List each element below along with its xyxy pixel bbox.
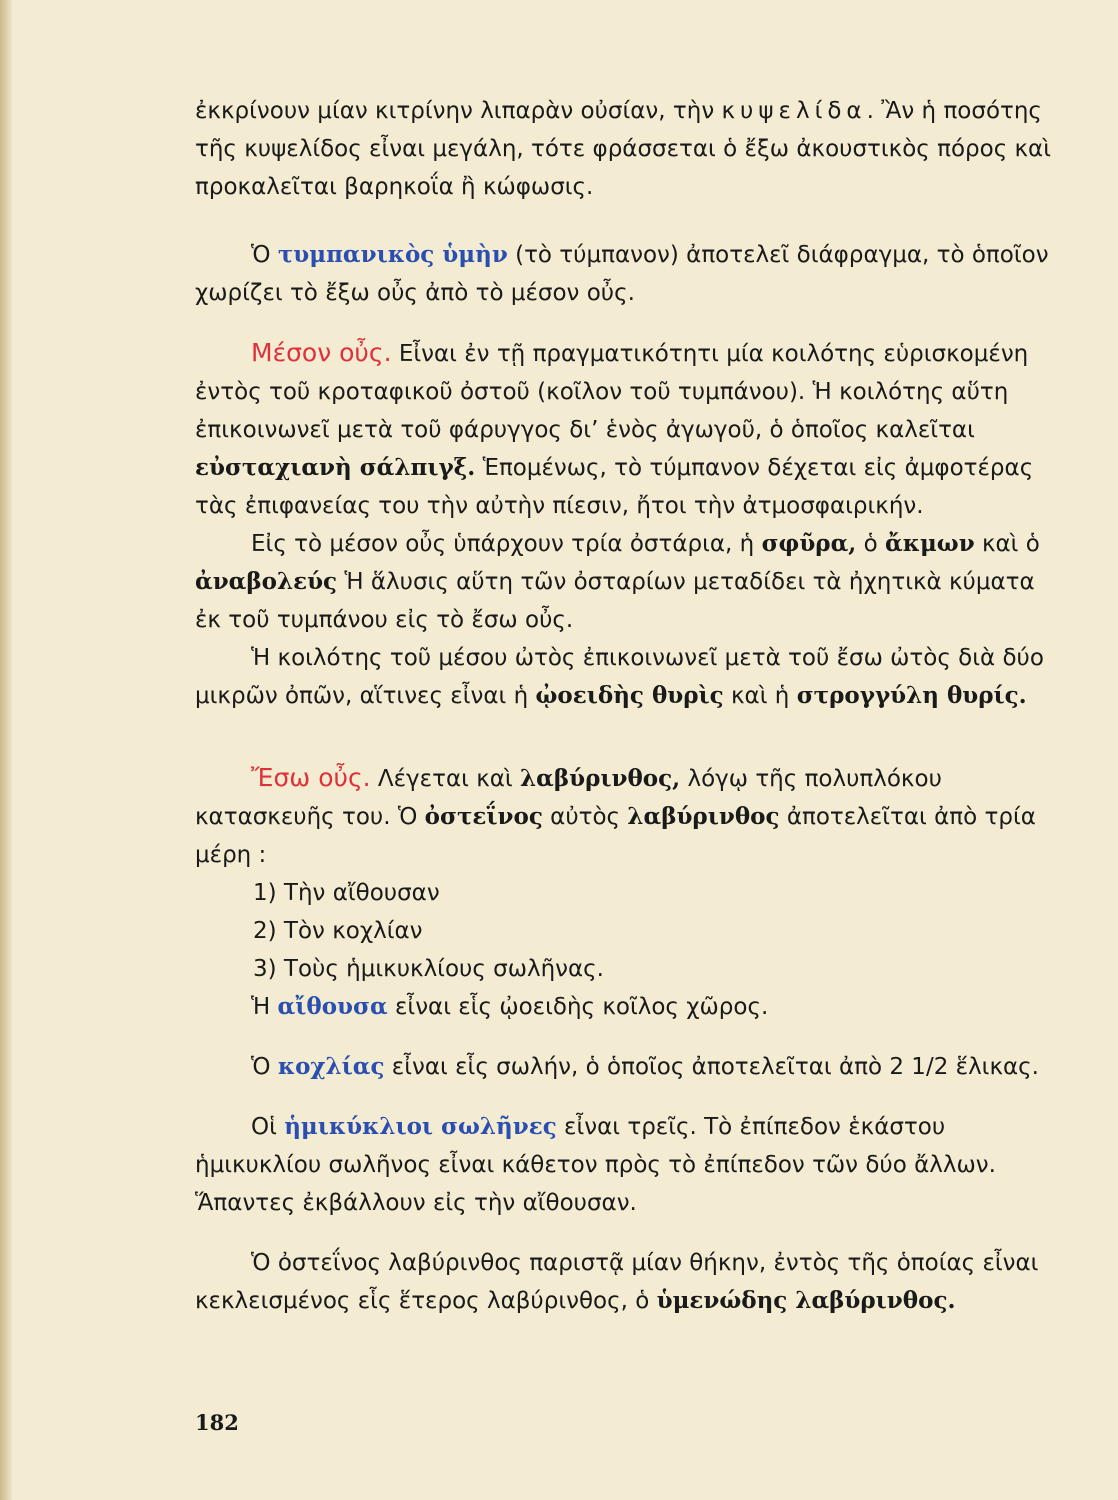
list-item: 2) Τὸν κοχλίαν [253,918,423,944]
text: Ὁ [251,242,278,268]
text: Ἡ [251,994,278,1020]
text: Ἡ ἅλυσις αὕτη τῶν ὀσταρίων μεταδίδει τὰ ἠχητικὰ κύματα ἐκ τοῦ τυμπάνου εἰς τὸ ἔσω οὖς. [195,569,1035,633]
heading-middle-ear: Μέσον οὖς. [251,338,392,367]
text: . Ἂν ἡ ποσότης τῆς κυψελίδος εἶναι μεγάλη, τότε φράσσεται ὁ ἔξω ἀκουστικὸς πόρος καὶ προκαλεῖται βαρηκοΐα ἢ κώφωσις. [195,98,1051,200]
term-malleus: σφῦρα, [761,530,857,557]
paragraph-tympanic-membrane [195,236,1057,312]
text: Εἶναι ἐν τῇ πραγματικότητι μία κοιλότης εὑρισκομένη ἐντὸς τοῦ κροταφικοῦ ὀστοῦ (κοῖλον τοῦ τυμπάνου). Ἡ κοιλότης αὕτη ἐπικοινωνεῖ μετὰ τοῦ φάρυγγος δι’ ἑνὸς ἀγωγοῦ, ὁ ὁποῖος καλεῖται [195,341,1029,443]
paragraph-ossicles [195,525,1057,639]
term-tympanic-membrane: τυμπανικὸς ὑμὴν [277,241,508,268]
term-oval-window: ᾠοειδὴς θυρὶς [535,682,724,709]
term-bony: ὀστεΐνος [424,803,543,830]
paragraph-windows [195,639,1057,715]
text: Λέγεται καὶ [370,766,521,792]
term-cochlea: κοχλίας [277,1053,385,1080]
term-vestibule: αἴθουσα [277,993,388,1020]
text: Οἱ [251,1114,285,1140]
term-round-window: στρογγύλη θυρίς. [796,682,1027,709]
text: εἶναι εἷς σωλήν, ὁ ὁποῖος ἀποτελεῖται ἀπὸ 2 1/2 ἕλικας. [384,1054,1039,1080]
text: καὶ ἡ [723,683,797,709]
paragraph-vestibule [195,988,1057,1026]
text: Ἡ κοιλότης τοῦ μέσου ὠτὸς ἐπικοινωνεῖ μετὰ τοῦ ἔσω ὠτὸς διὰ δύο μικρῶν ὀπῶν, αἵτινες εἶναι ἡ [195,645,1044,709]
text: Ὁ ὀστεΐνος λαβύρινθος παριστᾷ μίαν θήκην, ἐντὸς τῆς ὁποίας εἶναι κεκλεισμένος εἷς ἕτερος λαβύρινθος, ὁ [195,1250,1039,1314]
paragraph-cochlea [195,1048,1057,1086]
term-semicircular-canals: ἡμικύκλιοι σωλῆνες [284,1113,557,1140]
text: Εἰς τὸ μέσον οὖς ὑπάρχουν τρία ὀστάρια, ἡ [251,531,762,557]
page-body [195,92,1057,1320]
text: Ἑπομένως, τὸ τύμπανον δέχεται εἰς ἀμφοτέρας τὰς ἐπιφανείας του τὴν αὐτὴν πίεσιν, ἤτοι τὴν ἀτμοσφαιρικήν. [195,455,1034,519]
term-labyrinth: λαβύρινθος [627,803,780,830]
term-labyrinth: λαβύρινθος, [520,765,681,792]
text: Ὁ [251,1054,278,1080]
text: εἶναι εἷς ᾠοειδὴς κοῖλος χῶρος. [387,994,769,1020]
text: καὶ ὁ [974,531,1040,557]
term-membranous-labyrinth: ὑμενώδης λαβύρινθος. [656,1287,956,1314]
paragraph-inner-ear [195,759,1057,874]
text: ἀποτελεῖται ἀπὸ τρία μέρη : [195,804,1036,868]
paragraph-membranous-labyrinth [195,1244,1057,1320]
text: εἶναι τρεῖς. Τὸ ἐπίπεδον ἑκάστου ἡμικυκλίου σωλῆνος εἶναι κάθετον πρὸς τὸ ἐπίπεδον τῶν δύο ἄλλων. Ἅπαντες ἐκβάλλουν εἰς τὴν αἴθουσαν. [195,1114,996,1216]
paragraph-middle-ear [195,334,1057,525]
term-eustachian-tube: εὐσταχιανὴ σάλπιγξ. [195,454,476,481]
parts-list [195,874,1057,988]
paragraph-semicircular-canals [195,1108,1057,1222]
text: (τὸ τύμπανον) ἀποτελεῖ διάφραγμα, τὸ ὁποῖον χωρίζει τὸ ἔξω οὖς ἀπὸ τὸ μέσον οὖς. [195,242,1049,306]
text: ὁ [856,531,886,557]
paragraph-cerumen [195,92,1057,206]
text: ἐκκρίνουν μίαν κιτρίνην λιπαρὰν οὐσίαν, τὴν [195,98,722,124]
book-spine-edge [0,0,12,1500]
heading-inner-ear: Ἔσω οὖς. [251,763,371,792]
term-cerumen: κυψελίδα [721,98,867,124]
text: λόγῳ τῆς πολυπλόκου κατασκευῆς του. Ὁ [195,766,942,830]
term-incus: ἄκμων [885,530,975,557]
page-number: 182 [195,1410,239,1435]
list-item: 3) Τοὺς ἡμικυκλίους σωλῆνας. [253,956,604,982]
text: αὐτὸς [542,804,628,830]
term-stapes: ἀναβολεύς [195,568,338,595]
list-item: 1) Τὴν αἴθουσαν [253,880,440,906]
